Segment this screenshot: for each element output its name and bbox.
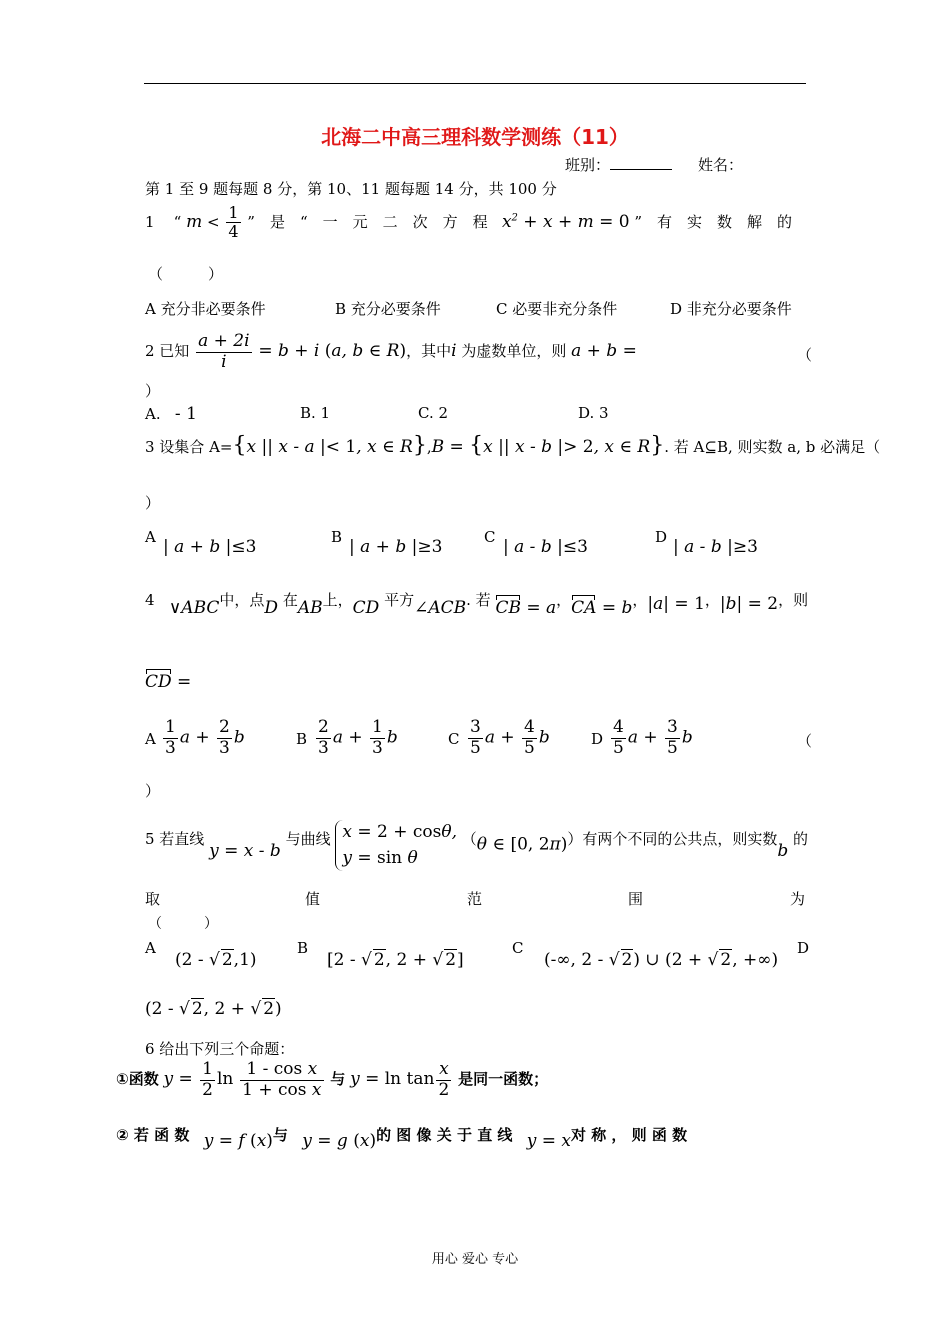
question-2: 2 已知 $\frac{a + 2i}{i}$ = b + i (a, b ∈ R)，其中i 为虚数单位，则 a + b = (145, 331, 637, 372)
q3-end: . 若 A (664, 438, 705, 456)
q2-option-a-value: - 1 (174, 404, 197, 424)
class-field (565, 154, 672, 175)
q5-row2-4: 为 (790, 890, 806, 908)
class-label: 班别： (565, 156, 611, 174)
q5-option-b-label: B (297, 939, 309, 957)
q1-open-quote: “ (173, 212, 182, 231)
q6-p1-end: 是同一函数； (458, 1070, 549, 1089)
q4-t6: ，则 (778, 591, 809, 609)
q4-sep-1: ， (556, 591, 572, 609)
q2-lead: 2 已知 (145, 342, 190, 361)
q5-option-a-label: A (145, 939, 156, 957)
q3-lead: 3 设集合 A= (145, 438, 233, 456)
q6-p1-lead: ①函数 (116, 1070, 159, 1089)
q6-p2-mid2: 的 图 像 关 于 直 线 (376, 1126, 513, 1144)
q3-option-b-label: B (331, 528, 343, 546)
q6-p1-mid: 与 (330, 1070, 346, 1089)
q2-paren-open: （ (797, 346, 813, 364)
q2-mid2: 为虚数单位，则 (461, 342, 567, 361)
q5-row2-3: 围 (628, 890, 644, 908)
q4-t2: 在 (282, 591, 298, 609)
q5-lead: 5 若直线 (145, 829, 205, 848)
q5-row2-1: 值 (305, 890, 321, 908)
q2-option-a (145, 404, 197, 424)
q3-option-a: | a + b |≤3 (163, 537, 257, 557)
page-title: 北海二中高三理科数学测练（11） (321, 125, 629, 149)
q2-paren-close: ） (145, 382, 161, 400)
q3-option-a-label: A (145, 528, 156, 546)
q6-lead: 6 给出下列三个命题： (145, 1040, 295, 1058)
q4-option-c: $\frac{3}{5}$ a + $\frac{4}{5}$ b (470, 717, 550, 758)
question-4: 4 ∨ABC中，点D 在AB上，CD 平方∠ACB. 若 CB = a，CA = b，|a| = 1，|b| = 2，则 (145, 591, 809, 618)
q2-mid: ，其中 (406, 342, 452, 361)
q1-mid-text: ” 是 “ 一 元 二 次 方 程 (247, 212, 488, 231)
q4-sep-3: ， (704, 591, 720, 609)
q3-option-b: | a + b |≥3 (349, 537, 443, 557)
q1-option-c: C 必要非充分条件 (496, 300, 618, 318)
q1-option-d: D 非充分必要条件 (670, 300, 792, 318)
q5-t2: （ (461, 829, 477, 848)
q6-proposition-2: ② 若 函 数 y = f (x)与 y = g (x)的 图 像 关 于 直 线 y = x对 称 ， 则 函 数 (116, 1126, 688, 1151)
q1-end-text: ” 有 实 数 解 的 (634, 212, 793, 231)
question-1: 1 “ m < $\frac{1}{4}$ ” 是 “ 一 元 二 次 方 程 $x^2 + x + m = 0$ ” 有 实 数 解 的 (145, 203, 793, 242)
q5-option-d: (2 - √ 2, 2 + √ 2) (145, 999, 282, 1019)
q5-option-d-label: D (797, 939, 810, 957)
name-label: 姓名： (698, 156, 744, 174)
q4-t4: 平方 (384, 591, 415, 609)
q3-end2: B, 则实数 a, b 必满足（ (716, 438, 881, 456)
q4-sep-2: ， (632, 591, 648, 609)
q4-option-d: $\frac{4}{5}$ a + $\frac{3}{5}$ b (613, 717, 693, 758)
question-3: 3 设集合 A={x || x - a |< 1, x ∈ R},B = {x || x - b |> 2, x ∈ R}. 若 A⊆B, 则实数 a, b 必满足（ (145, 433, 881, 458)
q4-option-b: $\frac{2}{3}$ a + $\frac{1}{3}$ b (318, 717, 398, 758)
q2-option-c: C. 2 (418, 404, 449, 422)
q3-option-d-label: D (655, 528, 668, 546)
q3-sep: , (426, 438, 432, 456)
q4-option-c-label: C (448, 730, 460, 748)
q4-t5: . 若 (466, 591, 491, 609)
q6-proposition-1: ①函数 y = $\frac{1}{2}$ ln $\frac{\text{1 - cos x}}{\text{1 + cos x}}$ 与 y = ln tan $\frac{x}{2}$ 是同一函数； (116, 1059, 549, 1100)
q5-option-a: (2 - √ 2,1) (175, 950, 257, 970)
q4-t3: 上， (322, 591, 353, 609)
q4-option-a-label: A (145, 730, 156, 748)
q5-t1: 与曲线 (285, 829, 331, 848)
header-rule (144, 83, 806, 84)
q1-number: 1 (145, 212, 155, 231)
q5-option-c: (-∞, 2 - √ 2) ∪ (2 + √ 2, +∞) (544, 950, 779, 970)
q6-p2-end: 对 称 ， 则 函 数 (570, 1126, 688, 1144)
q5-option-b: [2 - √ 2, 2 + √ 2] (327, 950, 464, 970)
question-5: 5 若直线 y = x - b 与曲线 x = 2 + cosθ, y = sin θ （θ ∈ [0, 2π)）有两个不同的公共点，则实数b 的 (145, 820, 808, 871)
q4-t1: 中，点 (219, 591, 265, 609)
q3-option-c: | a - b |≤3 (503, 537, 588, 557)
q4-paren-open: （ (797, 732, 813, 750)
q5-t3: ）有两个不同的公共点，则实数 (567, 829, 778, 848)
q2-option-b: B. 1 (300, 404, 331, 422)
q4-option-d-label: D (591, 730, 604, 748)
q4-paren-close: ） (145, 782, 161, 800)
q5-row2-2: 范 (467, 890, 483, 908)
instructions: 第 1 至 9 题每题 8 分，第 10、11 题每题 14 分，共 100 分 (145, 180, 557, 198)
q5-row2-0: 取 (145, 890, 161, 908)
q3-paren-close: ） (145, 494, 161, 512)
q6-p2-mid: 与 (272, 1126, 288, 1144)
q3-option-d: | a - b |≥3 (673, 537, 758, 557)
page-footer: 用心 爱心 专心 (431, 1252, 519, 1267)
q5-answer-paren: （ ） (148, 916, 218, 932)
q5-option-c-label: C (512, 939, 524, 957)
q4-cd-vector: CD = (145, 672, 192, 692)
q6-p2-lead: ② 若 函 数 (116, 1126, 190, 1144)
q2-option-d: D. 3 (578, 404, 609, 422)
q1-option-a: A 充分非必要条件 (145, 300, 266, 318)
q1-answer-paren: （ ） (148, 265, 224, 283)
q2-option-a-label: A. (145, 405, 161, 423)
q4-option-b-label: B (296, 730, 308, 748)
q1-option-b: B 充分必要条件 (335, 300, 441, 318)
q3-option-c-label: C (484, 528, 496, 546)
q4-option-a: $\frac{1}{3}$ a + $\frac{2}{3}$ b (165, 717, 245, 758)
q5-t4: 的 (793, 829, 809, 848)
q4-number: 4 (145, 591, 155, 609)
